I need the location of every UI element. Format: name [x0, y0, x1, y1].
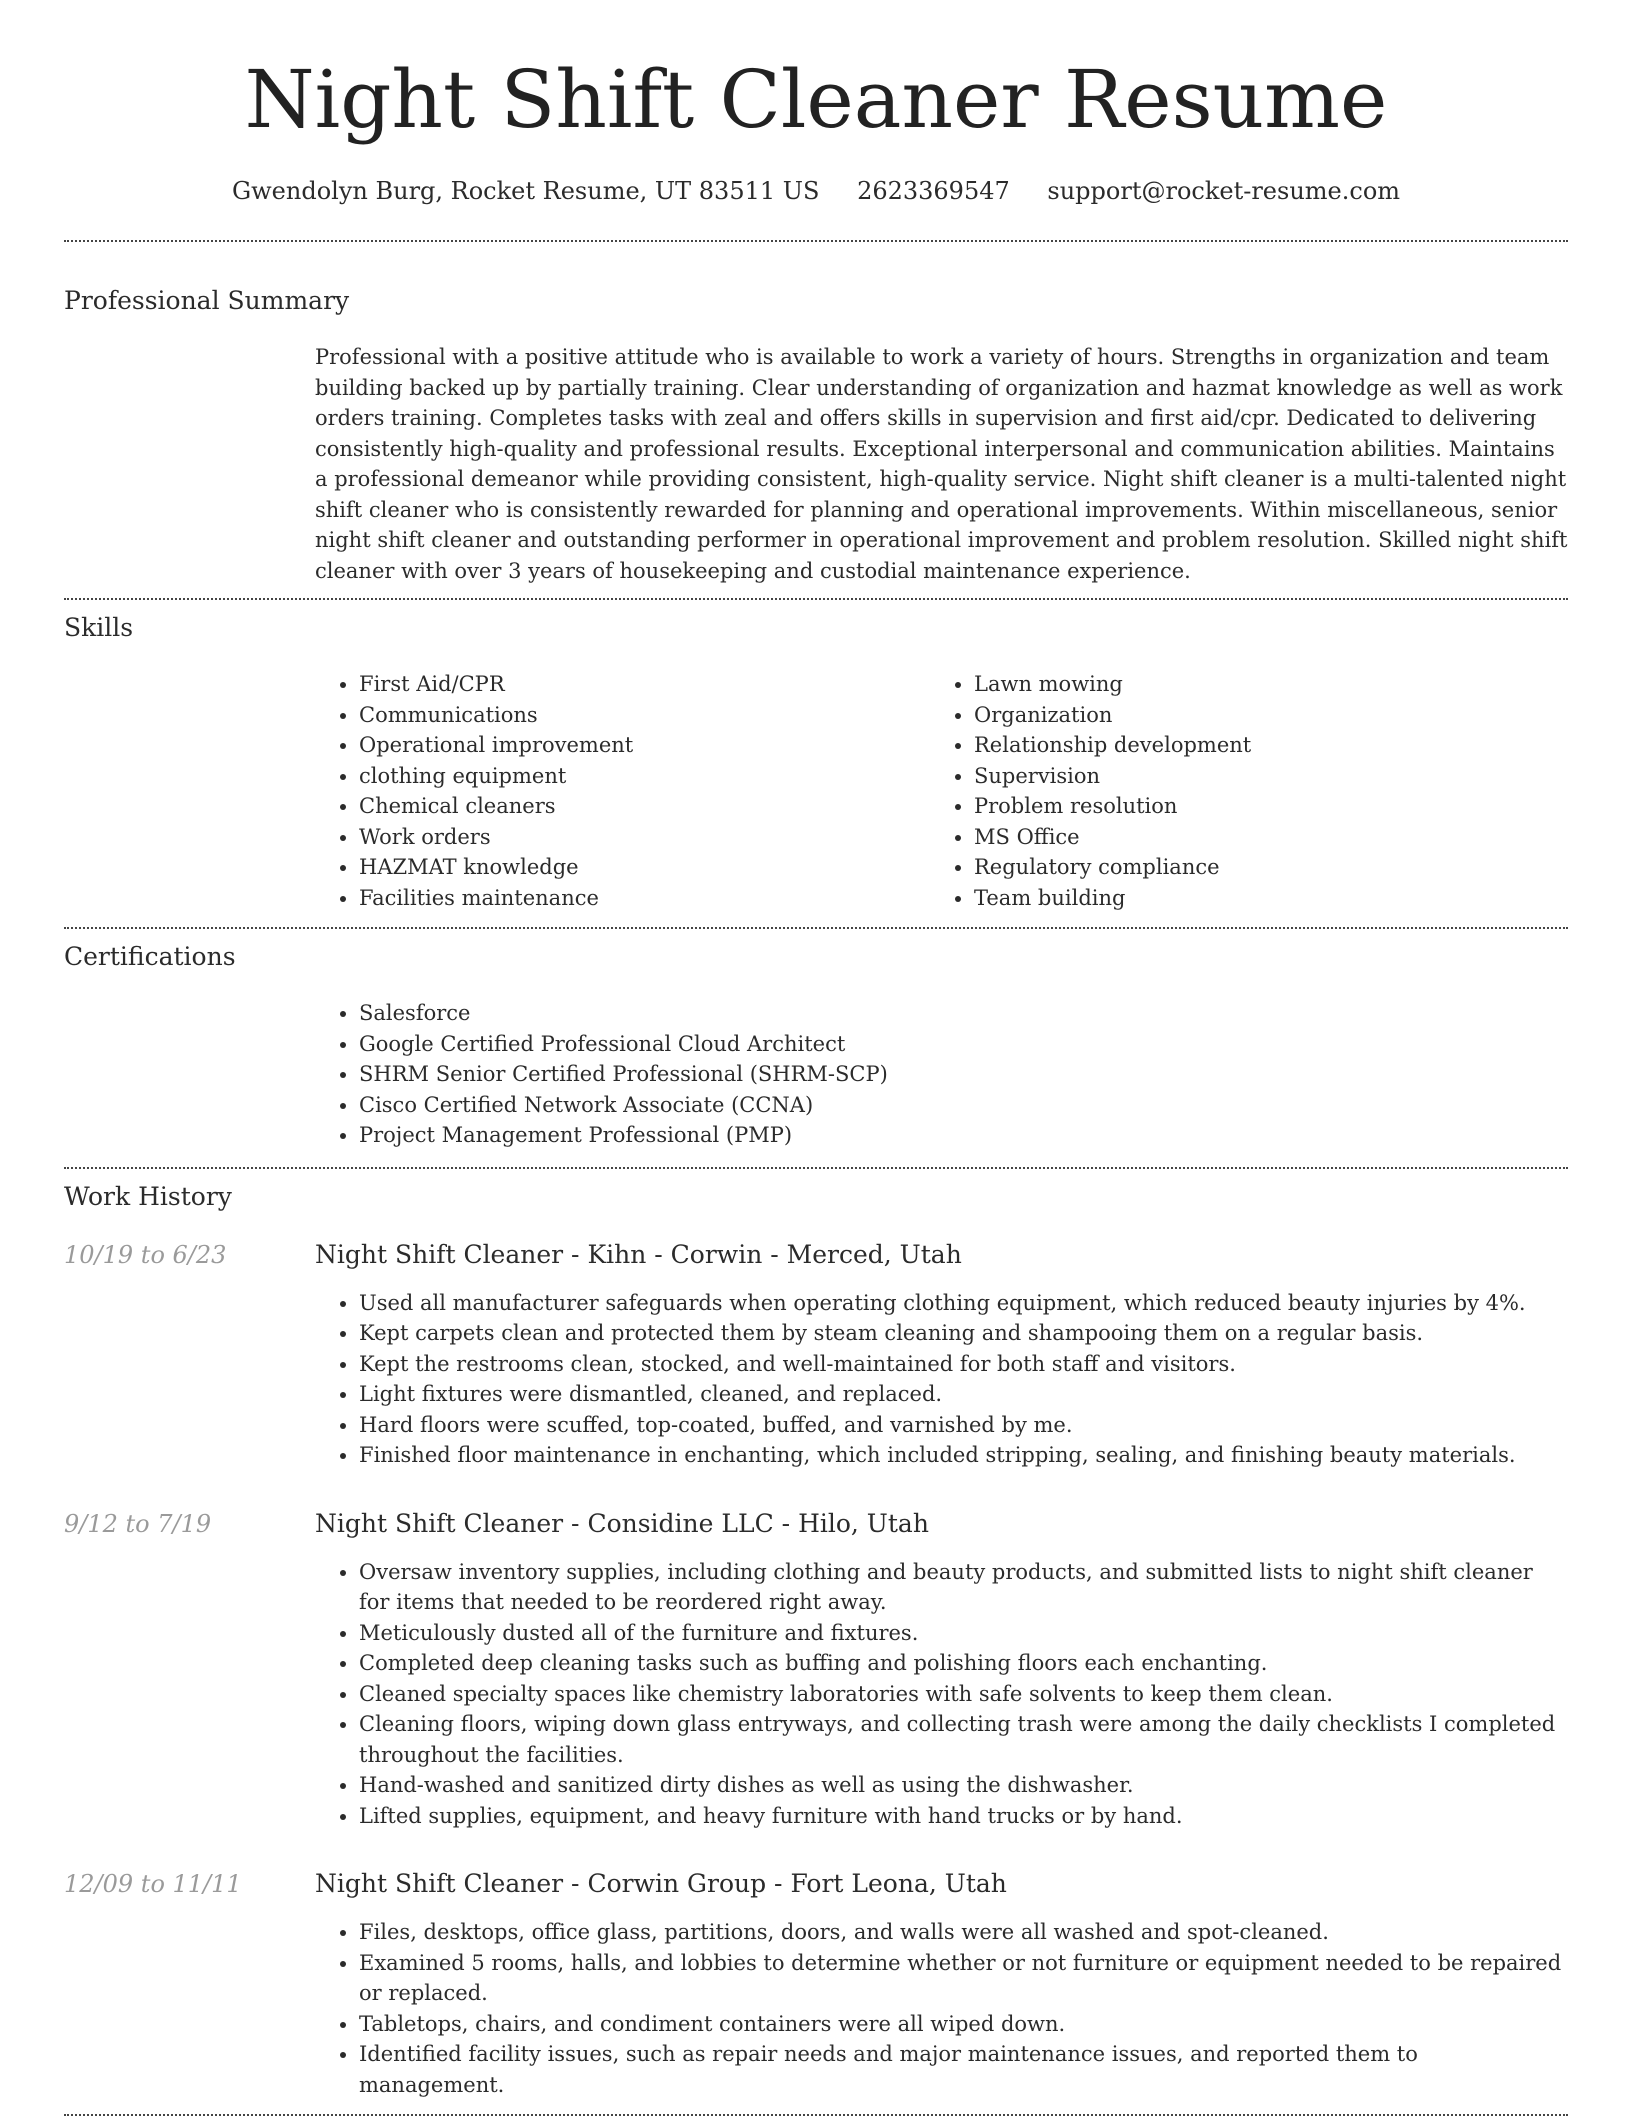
job-entry [64, 1240, 1568, 1471]
list-item: • Relationship development [974, 730, 1545, 761]
section-heading: Skills [64, 613, 1568, 643]
contact-line [64, 176, 1568, 206]
list-item: • Supervision [974, 761, 1545, 792]
list-item: • Kept the restrooms clean, stocked, and well-maintained for both staff and visitors. [359, 1349, 1568, 1380]
job-title: Night Shift Cleaner - Corwin Group - Fort Leona, Utah [315, 1869, 1007, 1899]
section-certifications [64, 929, 1568, 1169]
list-item: • Salesforce [359, 998, 1568, 1029]
list-item: • Chemical cleaners [359, 791, 930, 822]
job-header [64, 1509, 1568, 1539]
list-item: • Lawn mowing [974, 669, 1545, 700]
list-item: • Regulatory compliance [974, 852, 1545, 883]
list-item: • Light fixtures were dismantled, cleaned, and replaced. [359, 1379, 1568, 1410]
list-item: • Completed deep cleaning tasks such as buffing and polishing floors each enchanting. [359, 1648, 1568, 1679]
list-item: • Files, desktops, office glass, partitions, doors, and walls were all washed and spot-cleaned. [359, 1917, 1568, 1948]
list-item: • Used all manufacturer safeguards when operating clothing equipment, which reduced beauty injuries by 4%. [359, 1288, 1568, 1319]
job-dates: 9/12 to 7/19 [64, 1509, 315, 1539]
list-item: • Cleaning floors, wiping down glass entryways, and collecting trash were among the daily checklists I completed throughout the facilities. [359, 1709, 1568, 1770]
list-item: • Oversaw inventory supplies, including clothing and beauty products, and submitted lists to night shift cleaner for items that needed to be reordered right away. [359, 1557, 1568, 1618]
list-item: • Work orders [359, 822, 930, 853]
list-item: • Kept carpets clean and protected them by steam cleaning and shampooing them on a regular basis. [359, 1318, 1568, 1349]
list-item: • Examined 5 rooms, halls, and lobbies to determine whether or not furniture or equipment needed to be repaired or replaced. [359, 1948, 1568, 2009]
list-item: • MS Office [974, 822, 1545, 853]
job-details [315, 1917, 1568, 2100]
section-heading: Work History [64, 1182, 1568, 1212]
list-item: • Facilities maintenance [359, 883, 930, 914]
job-bullets [315, 1288, 1568, 1471]
job-dates: 10/19 to 6/23 [64, 1240, 315, 1270]
list-item: • Finished floor maintenance in enchanting, which included stripping, sealing, and finishing beauty materials. [359, 1440, 1568, 1471]
list-item: • Tabletops, chairs, and condiment containers were all wiped down. [359, 2009, 1568, 2040]
job-entry [64, 1509, 1568, 1832]
skills-list-right [930, 669, 1545, 913]
job-title: Night Shift Cleaner - Kihn - Corwin - Merced, Utah [315, 1240, 962, 1270]
list-item: • Hand-washed and sanitized dirty dishes as well as using the dishwasher. [359, 1770, 1568, 1801]
list-item: • Project Management Professional (PMP) [359, 1120, 1568, 1151]
list-item: • Hard floors were scuffed, top-coated, buffed, and varnished by me. [359, 1410, 1568, 1441]
certifications-list [315, 998, 1568, 1151]
job-title: Night Shift Cleaner - Considine LLC - Hilo, Utah [315, 1509, 929, 1539]
section-heading: Certifications [64, 942, 1568, 972]
job-bullets [315, 1917, 1568, 2100]
list-item: • Organization [974, 700, 1545, 731]
skills-grid [315, 669, 1568, 913]
list-item: • Operational improvement [359, 730, 930, 761]
job-bullets [315, 1557, 1568, 1832]
section-work-history [64, 1169, 1568, 2116]
list-item: • SHRM Senior Certified Professional (SHRM-SCP) [359, 1059, 1568, 1090]
list-item: • Lifted supplies, equipment, and heavy furniture with hand trucks or by hand. [359, 1801, 1568, 1832]
contact-phone: 2623369547 [857, 177, 1010, 205]
contact-email: support@rocket-resume.com [1047, 177, 1400, 205]
list-item: • Cisco Certified Network Associate (CCNA) [359, 1090, 1568, 1121]
job-details [315, 1288, 1568, 1471]
summary-text: Professional with a positive attitude who is available to work a variety of hours. Strengths in organization and team building backed up by partially training. Clear understanding of organization and hazmat knowledge as well as work orders training. Completes tasks with zeal and offers skills in supervision and first aid/cpr. Dedicated to delivering consistently high-quality and professional results. Exceptional interpersonal and communication abilities. Maintains a professional demeanor while providing consistent, high-quality service. Night shift cleaner is a multi-talented night shift cleaner who is consistently rewarded for planning and operational improvements. Within miscellaneous, senior night shift cleaner and outstanding performer in operational improvement and problem resolution. Skilled night shift cleaner with over 3 years of housekeeping and custodial maintenance experience. [315, 342, 1568, 586]
list-item: • First Aid/CPR [359, 669, 930, 700]
list-item: • Google Certified Professional Cloud Architect [359, 1029, 1568, 1060]
contact-name-address: Gwendolyn Burg, Rocket Resume, UT 83511 US [232, 177, 819, 205]
summary-content [315, 342, 1568, 586]
job-header [64, 1869, 1568, 1899]
list-item: • HAZMAT knowledge [359, 852, 930, 883]
resume-title: Night Shift Cleaner Resume [64, 0, 1568, 148]
section-skills [64, 600, 1568, 929]
certifications-content [315, 998, 1568, 1151]
list-item: • Identified facility issues, such as repair needs and major maintenance issues, and reported them to management. [359, 2039, 1568, 2100]
skills-list-left [315, 669, 930, 913]
section-professional-summary [64, 242, 1568, 600]
job-entry [64, 1869, 1568, 2100]
job-details [315, 1557, 1568, 1832]
list-item: • Cleaned specialty spaces like chemistry laboratories with safe solvents to keep them clean. [359, 1679, 1568, 1710]
list-item: • Team building [974, 883, 1545, 914]
list-item: • Communications [359, 700, 930, 731]
list-item: • clothing equipment [359, 761, 930, 792]
list-item: • Meticulously dusted all of the furniture and fixtures. [359, 1618, 1568, 1649]
job-header [64, 1240, 1568, 1270]
list-item: • Problem resolution [974, 791, 1545, 822]
job-dates: 12/09 to 11/11 [64, 1869, 315, 1899]
section-heading: Professional Summary [64, 286, 1568, 316]
